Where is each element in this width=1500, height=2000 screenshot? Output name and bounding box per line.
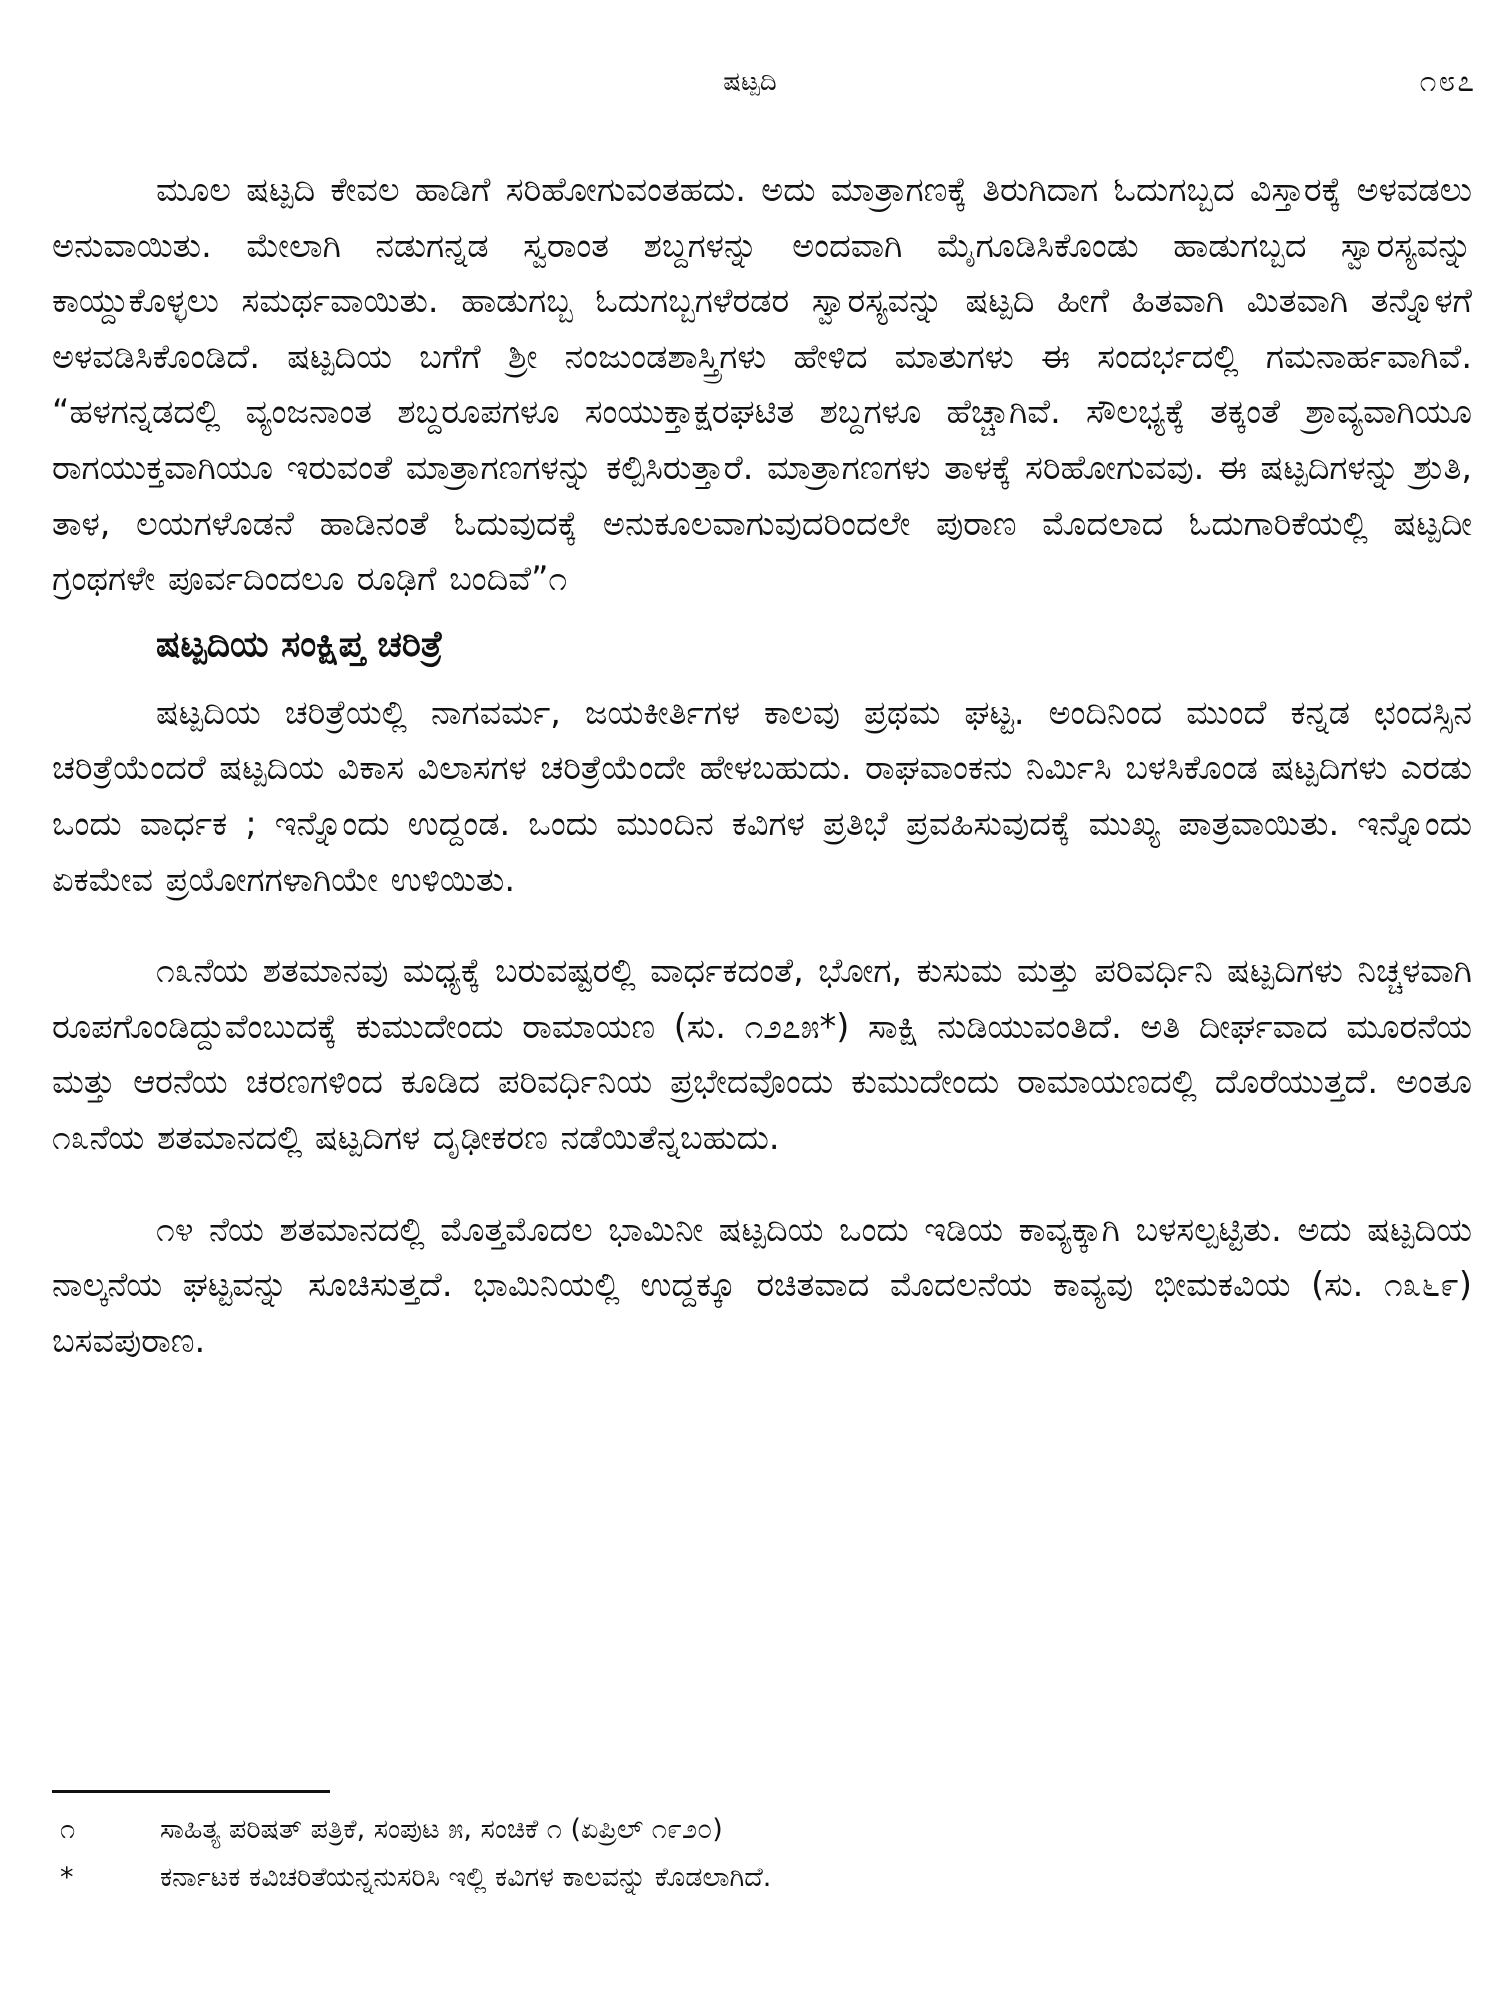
- paragraph-history-2: ೧೩ನೆಯ ಶತಮಾನವು ಮಧ್ಯಕ್ಕೆ ಬರುವಷ್ಟರಲ್ಲಿ ವಾರ್ಧಕದಂತೆ, ಭೋಗ, ಕುಸುಮ ಮತ್ತು ಪರಿವರ್ಧಿನಿ ಷಟ್ಪದಿಗಳು ನಿಚ್ಚಳವಾಗಿ ರೂಪಗೊಂಡಿದ್ದುವೆಂಬುದಕ್ಕೆ ಕುಮುದೇಂದು ರಾಮಾಯಣ (ಸು. ೧೨೭೫*) ಸಾಕ್ಷಿ ನುಡಿಯುವಂತಿದೆ. ಅತಿ ದೀರ್ಘವಾದ ಮೂರನೆಯ ಮತ್ತು ಆರನೆಯ ಚರಣಗಳಿಂದ ಕೂಡಿದ ಪರಿವರ್ಧಿನಿಯ ಪ್ರಭೇದವೊಂದು ಕುಮುದೇಂದು ರಾಮಾಯಣದಲ್ಲಿ ದೊರೆಯುತ್ತದೆ. ಅಂತೂ ೧೩ನೆಯ ಶತಮಾನದಲ್ಲಿ ಷಟ್ಪದಿಗಳ ದೃಢೀಕರಣ ನಡೆಯಿತೆನ್ನಬಹುದು.: [52, 951, 1472, 1157]
- footnote: [52, 1806, 1472, 1854]
- paragraph-history-3: ೧೪ ನೆಯ ಶತಮಾನದಲ್ಲಿ ಮೊತ್ತಮೊದಲ ಭಾಮಿನೀ ಷಟ್ಪದಿಯ ಒಂದು ಇಡಿಯ ಕಾವ್ಯಕ್ಕಾಗಿ ಬಳಸಲ್ಪಟ್ಟಿತು. ಅದು ಷಟ್ಪದಿಯ ನಾಲ್ಕನೆಯ ಘಟ್ಟವನ್ನು ಸೂಚಿಸುತ್ತದೆ. ಭಾಮಿನಿಯಲ್ಲಿ ಉದ್ದಕ್ಕೂ ರಚಿತವಾದ ಮೊದಲನೆಯ ಕಾವ್ಯವು ಭೀಮಕವಿಯ (ಸು. ೧೩೬೯) ಬಸವಪುರಾಣ.: [52, 1209, 1472, 1360]
- running-head: [0, 62, 1500, 102]
- footnote-divider: [52, 1790, 330, 1793]
- footnote: [52, 1854, 1472, 1902]
- footnote-text: ಕರ್ನಾಟಕ ಕವಿಚರಿತೆಯನ್ನನುಸರಿಸಿ ಇಲ್ಲಿ ಕವಿಗಳ ಕಾಲವನ್ನು ಕೊಡಲಾಗಿದೆ.: [160, 1862, 772, 1893]
- paragraph-history-1: ಷಟ್ಪದಿಯ ಚರಿತ್ರೆಯಲ್ಲಿ ನಾಗವರ್ಮ, ಜಯಕೀರ್ತಿಗಳ ಕಾಲವು ಪ್ರಥಮ ಘಟ್ಟ. ಅಂದಿನಿಂದ ಮುಂದೆ ಕನ್ನಡ ಛಂದಸ್ಸಿನ ಚರಿತ್ರೆಯೆಂದರೆ ಷಟ್ಪದಿಯ ವಿಕಾಸ ವಿಲಾಸಗಳ ಚರಿತ್ರೆಯೆಂದೇ ಹೇಳಬಹುದು. ರಾಘವಾಂಕನು ನಿರ್ಮಿಸಿ ಬಳಸಿಕೊಂಡ ಷಟ್ಪದಿಗಳು ಎರಡು ಒಂದು ವಾರ್ಧಕ ; ಇನ್ನೊಂದು ಉದ್ದಂಡ. ಒಂದು ಮುಂದಿನ ಕವಿಗಳ ಪ್ರತಿಭೆ ಪ್ರವಹಿಸುವುದಕ್ಕೆ ಮುಖ್ಯ ಪಾತ್ರವಾಯಿತು. ಇನ್ನೊಂದು ಏಕಮೇವ ಪ್ರಯೋಗಗಳಾಗಿಯೇ ಉಳಿಯಿತು.: [52, 692, 1472, 899]
- page-number: ೧೮೭: [1419, 64, 1476, 99]
- footnote-mark: *: [60, 1862, 74, 1893]
- footnote-mark: ೧: [60, 1814, 76, 1845]
- footnotes: [52, 1806, 1472, 1902]
- paragraph-intro: ಮೂಲ ಷಟ್ಪದಿ ಕೇವಲ ಹಾಡಿಗೆ ಸರಿಹೋಗುವಂತಹದು. ಅದು ಮಾತ್ರಾಗಣಕ್ಕೆ ತಿರುಗಿದಾಗ ಓದುಗಬ್ಬದ ವಿಸ್ತಾರಕ್ಕೆ ಅಳವಡಲು ಅನುವಾಯಿತು. ಮೇಲಾಗಿ ನಡುಗನ್ನಡ ಸ್ವರಾಂತ ಶಬ್ದಗಳನ್ನು ಅಂದವಾಗಿ ಮೈಗೂಡಿಸಿಕೊಂಡು ಹಾಡುಗಬ್ಬದ ಸ್ವಾರಸ್ಯವನ್ನು ಕಾಯ್ದುಕೊಳ್ಳಲು ಸಮರ್ಥವಾಯಿತು. ಹಾಡುಗಬ್ಬ ಓದುಗಬ್ಬಗಳೆರಡರ ಸ್ವಾರಸ್ಯವನ್ನು ಷಟ್ಪದಿ ಹೀಗೆ ಹಿತವಾಗಿ ಮಿತವಾಗಿ ತನ್ನೊಳಗೆ ಅಳವಡಿಸಿಕೊಂಡಿದೆ. ಷಟ್ಪದಿಯ ಬಗೆಗೆ ಶ್ರೀ ನಂಜುಂಡಶಾಸ್ತ್ರಿಗಳು ಹೇಳಿದ ಮಾತುಗಳು ಈ ಸಂದರ್ಭದಲ್ಲಿ ಗಮನಾರ್ಹವಾಗಿವೆ. “ಹಳಗನ್ನಡದಲ್ಲಿ ವ್ಯಂಜನಾಂತ ಶಬ್ದರೂಪಗಳೂ ಸಂಯುಕ್ತಾಕ್ಷರಘಟಿತ ಶಬ್ದಗಳೂ ಹೆಚ್ಚಾಗಿವೆ. ಸೌಲಭ್ಯಕ್ಕೆ ತಕ್ಕಂತೆ ಶ್ರಾವ್ಯವಾಗಿಯೂ ರಾಗಯುಕ್ತವಾಗಿಯೂ ಇರುವಂತೆ ಮಾತ್ರಾಗಣಗಳನ್ನು ಕಲ್ಪಿಸಿರುತ್ತಾರೆ. ಮಾತ್ರಾಗಣಗಳು ತಾಳಕ್ಕೆ ಸರಿಹೋಗುವವು. ಈ ಷಟ್ಪದಿಗಳನ್ನು ಶ್ರುತಿ, ತಾಳ, ಲಯಗಳೊಡನೆ ಹಾಡಿನಂತೆ ಓದುವುದಕ್ಕೆ ಅನುಕೂಲವಾಗುವುದರಿಂದಲೇ ಪುರಾಣ ಮೊದಲಾದ ಓದುಗಾರಿಕೆಯಲ್ಲಿ ಷಟ್ಪದೀ ಗ್ರಂಥಗಳೇ ಪೂರ್ವದಿಂದಲೂ ರೂಢಿಗೆ ಬಂದಿವೆ”೧: [52, 170, 1472, 599]
- running-title: ಷಟ್ಪದಿ: [723, 67, 777, 97]
- footnote-text: ಸಾಹಿತ್ಯ ಪರಿಷತ್ ಪತ್ರಿಕೆ, ಸಂಪುಟ ೫, ಸಂಚಿಕೆ ೧ (ಏಪ್ರಿಲ್ ೧೯೨೦): [160, 1814, 723, 1845]
- body-text: [52, 162, 1472, 1368]
- section-heading: ಷಟ್ಪದಿಯ ಸಂಕ್ಷಿಪ್ತ ಚರಿತ್ರೆ: [156, 623, 443, 665]
